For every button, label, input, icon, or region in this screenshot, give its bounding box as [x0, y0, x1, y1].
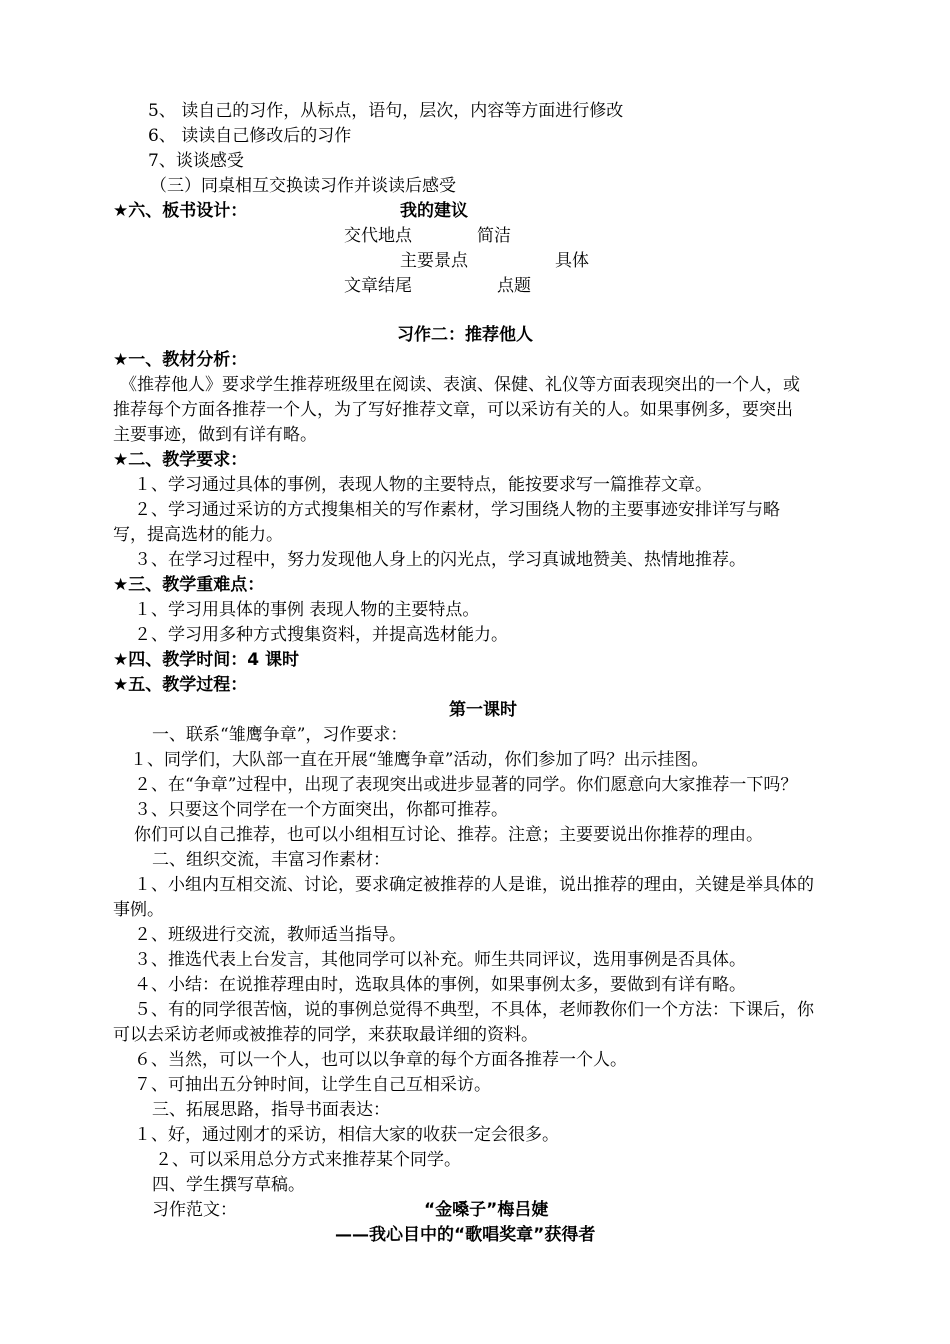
sample-label: 习作范文：	[152, 1200, 237, 1220]
part2-item-2: ２、班级进行交流，教师适当指导。	[134, 925, 406, 945]
essay-title: 习作二：推荐他人	[397, 325, 533, 345]
board-row2-left: 主要景点	[400, 251, 468, 271]
section-heading-2: ★二、教学要求：	[113, 450, 248, 470]
board-row1-left: 交代地点	[344, 226, 412, 246]
key-point-1: １、学习用具体的事例 表现人物的主要特点。	[134, 600, 480, 620]
part1-item-1: １、同学们，大队部一直在开展“雏鹰争章”活动，你们参加了吗？出示挂图。	[130, 750, 709, 770]
section-heading-5: ★五、教学过程：	[113, 675, 248, 695]
analysis-line-1: 《推荐他人》要求学生推荐班级里在阅读、表演、保健、礼仪等方面表现突出的一个人，或	[120, 375, 800, 395]
part2-heading: 二、组织交流，丰富习作素材：	[152, 850, 390, 870]
part1-item-4: 你们可以自己推荐，也可以小组相互讨论、推荐。注意；主要要说出你推荐的理由。	[134, 825, 763, 845]
part4-heading: 四、学生撰写草稿。	[152, 1175, 305, 1195]
part2-item-4: ４、小结：在说推荐理由时，选取具体的事例，如果事例太多，要做到有详有略。	[134, 975, 746, 995]
section-heading-4: ★四、教学时间：4 课时	[113, 650, 299, 670]
sample-essay-subtitle: ——我心目中的“歌唱奖章”获得者	[335, 1225, 596, 1245]
part2-item-5a: ５、有的同学很苦恼，说的事例总觉得不典型，不具体，老师教你们一个方法：下课后，你	[134, 1000, 814, 1020]
step-6: 6、 读读自己修改后的习作	[148, 126, 352, 146]
part1-heading: 一、联系“雏鹰争章”，习作要求：	[152, 725, 408, 745]
part2-item-1b: 事例。	[113, 900, 164, 920]
part2-item-1a: １、小组内互相交流、讨论，要求确定被推荐的人是谁，说出推荐的理由，关键是举具体的	[134, 875, 814, 895]
part1-item-3: ３、只要这个同学在一个方面突出，你都可推荐。	[134, 800, 508, 820]
part3-heading: 三、拓展思路，指导书面表达：	[152, 1100, 390, 1120]
analysis-line-2: 推荐每个方面各推荐一个人，为了写好推荐文章，可以采访有关的人。如果事例多，要突出	[113, 400, 793, 420]
section-heading-1: ★一、教材分析：	[113, 350, 248, 370]
board-row3-right: 点题	[497, 276, 531, 296]
board-row1-right: 简洁	[477, 226, 511, 246]
step-3-exchange: （三）同桌相互交换读习作并谈读后感受	[150, 176, 456, 196]
part3-item-1: １、好，通过刚才的采访，相信大家的收获一定会很多。	[134, 1125, 559, 1145]
part2-item-6: ６、当然，可以一个人，也可以以争章的每个方面各推荐一个人。	[134, 1050, 627, 1070]
part2-item-3: ３、推选代表上台发言，其他同学可以补充。师生共同评议，选用事例是否具体。	[134, 950, 746, 970]
board-title: 我的建议	[400, 201, 468, 221]
step-7: 7、谈谈感受	[148, 151, 244, 171]
requirement-3: ３、在学习过程中，努力发现他人身上的闪光点，学习真诚地赞美、热情地推荐。	[134, 550, 746, 570]
part2-item-5b: 可以去采访老师或被推荐的同学，来获取最详细的资料。	[113, 1025, 538, 1045]
analysis-line-3: 主要事迹，做到有详有略。	[113, 425, 317, 445]
part3-item-2: ２、可以采用总分方式来推荐某个同学。	[155, 1150, 461, 1170]
lesson-title: 第一课时	[449, 700, 517, 720]
board-row2-right: 具体	[555, 251, 589, 271]
part1-item-2: ２、在“争章”过程中，出现了表现突出或进步显著的同学。你们愿意向大家推荐一下吗？	[134, 775, 798, 795]
part2-item-7: ７、可抽出五分钟时间，让学生自己互相采访。	[134, 1075, 491, 1095]
requirement-2b: 写，提高选材的能力。	[113, 525, 283, 545]
sample-essay-title: “金嗓子”梅吕婕	[424, 1200, 549, 1220]
section-heading-3: ★三、教学重难点：	[113, 575, 265, 595]
board-row3-left: 文章结尾	[344, 276, 412, 296]
requirement-1: １、学习通过具体的事例，表现人物的主要特点，能按要求写一篇推荐文章。	[134, 475, 712, 495]
step-5: 5、 读自己的习作，从标点，语句，层次，内容等方面进行修改	[148, 101, 624, 121]
board-heading: ★六、板书设计：	[113, 201, 248, 221]
key-point-2: ２、学习用多种方式搜集资料，并提高选材能力。	[134, 625, 508, 645]
requirement-2a: ２、学习通过采访的方式搜集相关的写作素材，学习围绕人物的主要事迹安排详写与略	[134, 500, 780, 520]
